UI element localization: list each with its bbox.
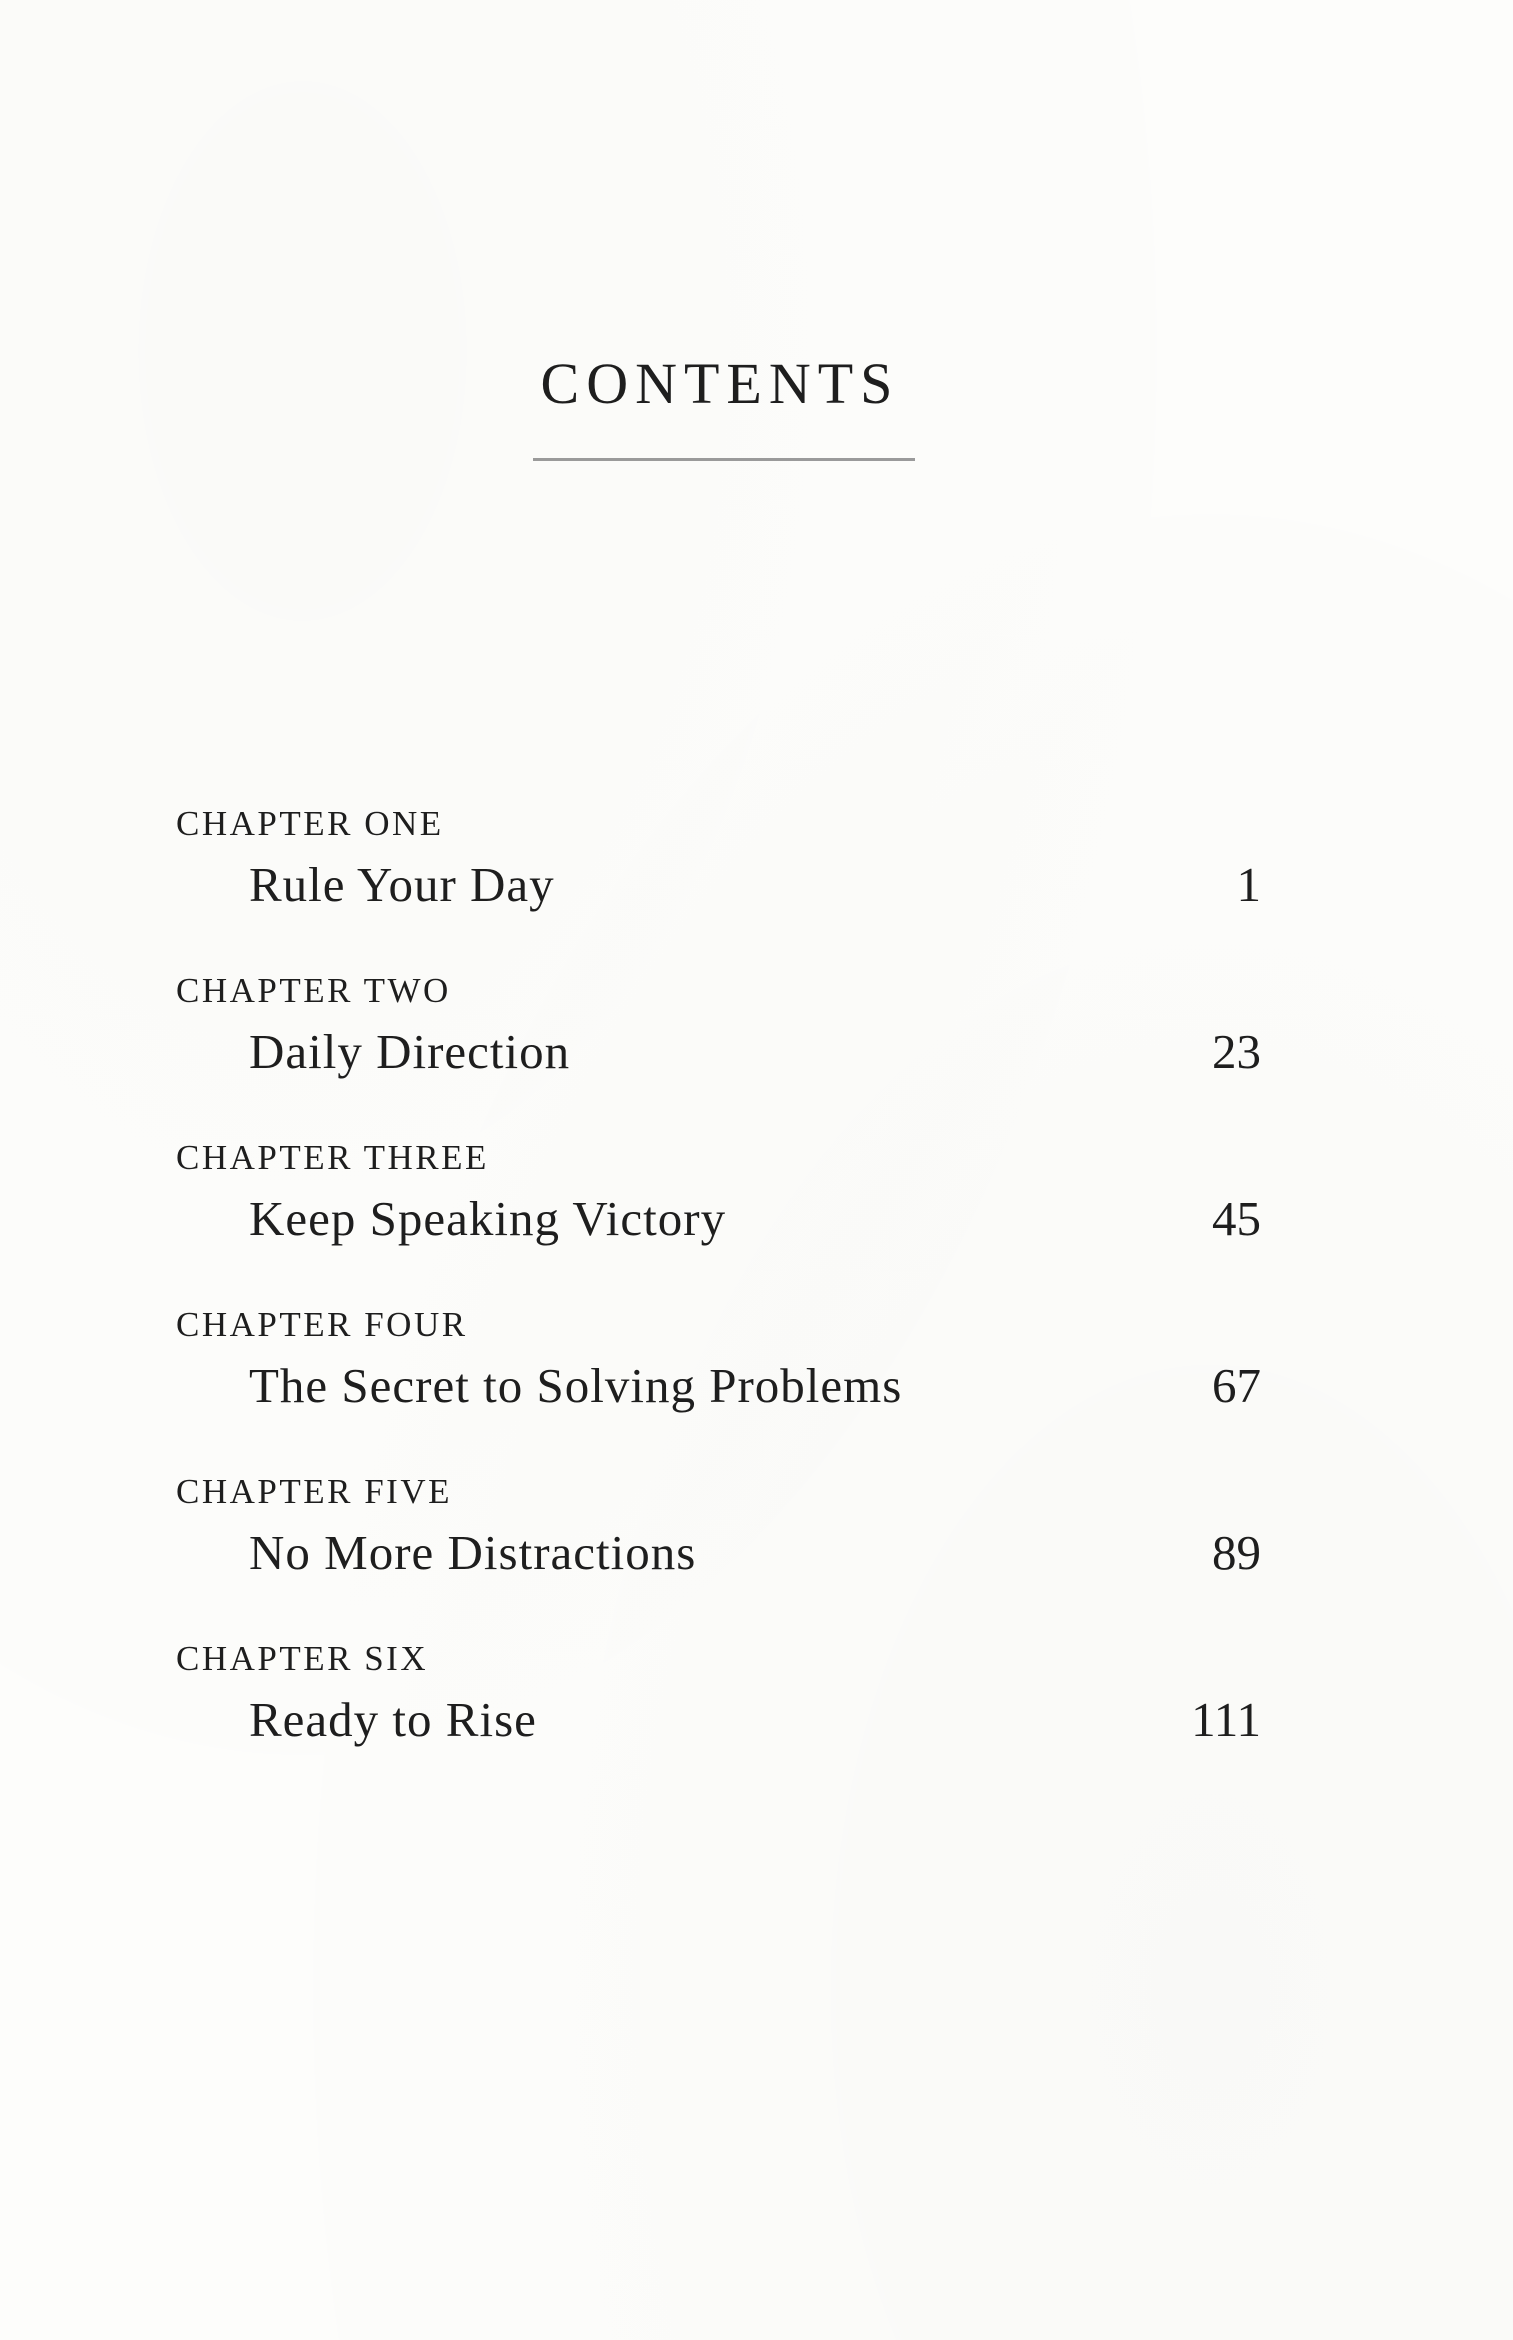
- chapter-label: CHAPTER FOUR: [176, 1305, 468, 1344]
- chapter-label: CHAPTER FIVE: [176, 1472, 452, 1511]
- chapter-label: CHAPTER TWO: [176, 971, 451, 1010]
- toc-entry: [0, 806, 1513, 946]
- chapter-label: CHAPTER SIX: [176, 1639, 429, 1678]
- chapter-page-number: 67: [1212, 1358, 1261, 1413]
- chapter-page-number: 45: [1212, 1191, 1261, 1246]
- chapter-title: Keep Speaking Victory: [249, 1191, 727, 1246]
- chapter-title: Rule Your Day: [249, 857, 555, 912]
- toc-entry: [0, 1307, 1513, 1447]
- toc-entry: [0, 1641, 1513, 1781]
- chapter-page-number: 1: [1236, 857, 1261, 912]
- chapter-page-number: 23: [1212, 1024, 1261, 1079]
- contents-heading: CONTENTS: [540, 351, 900, 416]
- chapter-label: CHAPTER THREE: [176, 1138, 489, 1177]
- chapter-title: The Secret to Solving Problems: [249, 1358, 903, 1413]
- toc-entry: [0, 1140, 1513, 1280]
- toc-entry: [0, 1474, 1513, 1614]
- chapter-title: Daily Direction: [249, 1024, 571, 1079]
- chapter-page-number: 111: [1191, 1692, 1261, 1747]
- chapter-page-number: 89: [1212, 1525, 1261, 1580]
- chapter-title: No More Distractions: [249, 1525, 697, 1580]
- chapter-label: CHAPTER ONE: [176, 804, 444, 843]
- chapter-title: Ready to Rise: [249, 1692, 537, 1747]
- toc-entry: [0, 973, 1513, 1113]
